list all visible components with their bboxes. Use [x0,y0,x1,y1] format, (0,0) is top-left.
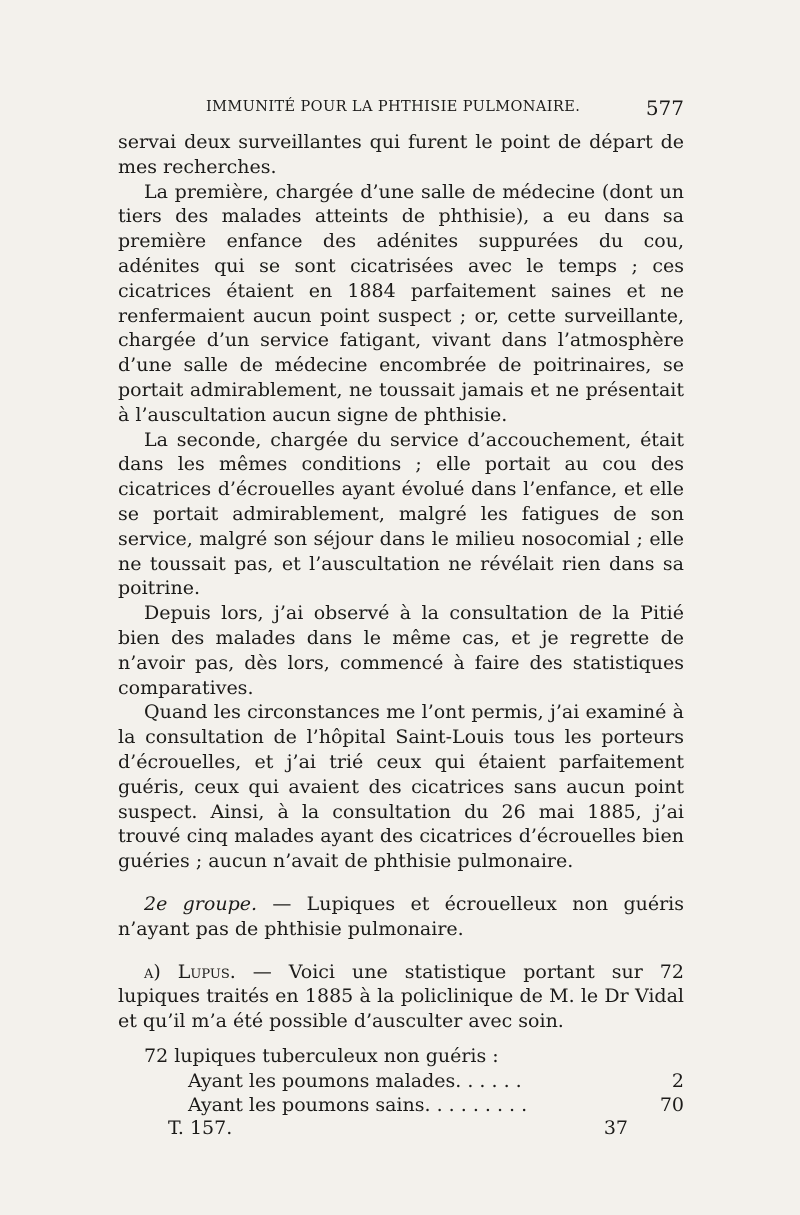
paragraph-lupus [118,960,684,1034]
list-item [118,1093,684,1118]
paragraph-group-2 [118,892,684,942]
folio-number: 37 [603,1117,628,1139]
page-header [118,96,684,122]
list-item-value: 2 [671,1069,684,1092]
paragraph-first-surveillante: La première, chargée d’une salle de médecine (dont un tiers des malades atteints de phthisie), a eu dans sa première enfance des adénites suppurées du cou, adénites qui se sont cicatrisées avec le temps ; ces cicatrices étaient en 1884 parfaitement saines et ne renfermaient aucun point suspect ; or, cette surveillante, chargée d’un service fatigant, vivant dans l’atmosphère d’une salle de médecine encombrée de poitrinaires, se portait admirablement, ne toussait jamais et ne présentait à l’auscultation aucun signe de phthisie. [118,180,684,426]
paragraph-pitie: Depuis lors, j’ai observé à la consultation de la Pitié bien des malades dans le même cas, et je regrette de n’avoir pas, dès lors, commencé à faire des statistiques comparatives. [118,602,684,699]
body-text [118,130,684,1118]
page-footer [168,1117,628,1143]
list-item [118,1069,684,1094]
section-gap [118,1034,684,1044]
section-gap [118,942,684,960]
section-gap [118,874,684,892]
list-item-label: Ayant les poumons malades. . . . . . [188,1069,522,1092]
list-item-label: Ayant les poumons sains. . . . . . . . . [188,1094,528,1117]
group-description: — Lupiques et écrouelleux non guéris n’ayant pas de phthisie pulmonaire. [118,892,684,940]
paragraph-saint-louis: Quand les circonstances me l’ont permis, j’ai examiné à la consultation de l’hôpital Saint-Louis tous les porteurs d’écrouelles, et j’ai trié ceux qui étaient parfaitement guéris, ceux qui avaient des cicatrices sans aucun point suspect. Ainsi, à la consultation du 26 mai 1885, j’ai trouvé cinq malades ayant des cicatrices d’écrouelles bien guéries ; aucun n’avait de phthisie pulmonaire. [118,701,684,873]
lupus-description: — Voici une statistique portant sur 72 lupiques traités en 1885 à la policlinique de M. le Dr Vidal et qu’il m’a été possible d’ausculter avec soin. [118,960,684,1033]
group-label: 2e groupe. [144,892,258,915]
list-item-value: 70 [659,1094,684,1117]
list-intro: 72 lupiques tuberculeux non guéris : [144,1044,499,1067]
lupus-label: a) Lupus. [144,960,236,983]
signature-mark: T. 157. [168,1117,233,1139]
page-number: 577 [645,96,684,120]
paragraph-continuation: servai deux surveillantes qui furent le point de départ de mes recherches. [118,131,684,178]
running-title: IMMUNITÉ POUR LA PHTHISIE PULMONAIRE. [206,99,581,115]
paragraph-second-surveillante: La seconde, chargée du service d’accouchement, était dans les mêmes conditions ; elle portait au cou des cicatrices d’écrouelles ayant évolué dans l’enfance, et elle se portait admirablement, malgré les fatigues de son service, malgré son séjour dans le milieu nosocomial ; elle ne toussait pas, et l’auscultation ne révélait rien dans sa poitrine. [118,428,684,600]
